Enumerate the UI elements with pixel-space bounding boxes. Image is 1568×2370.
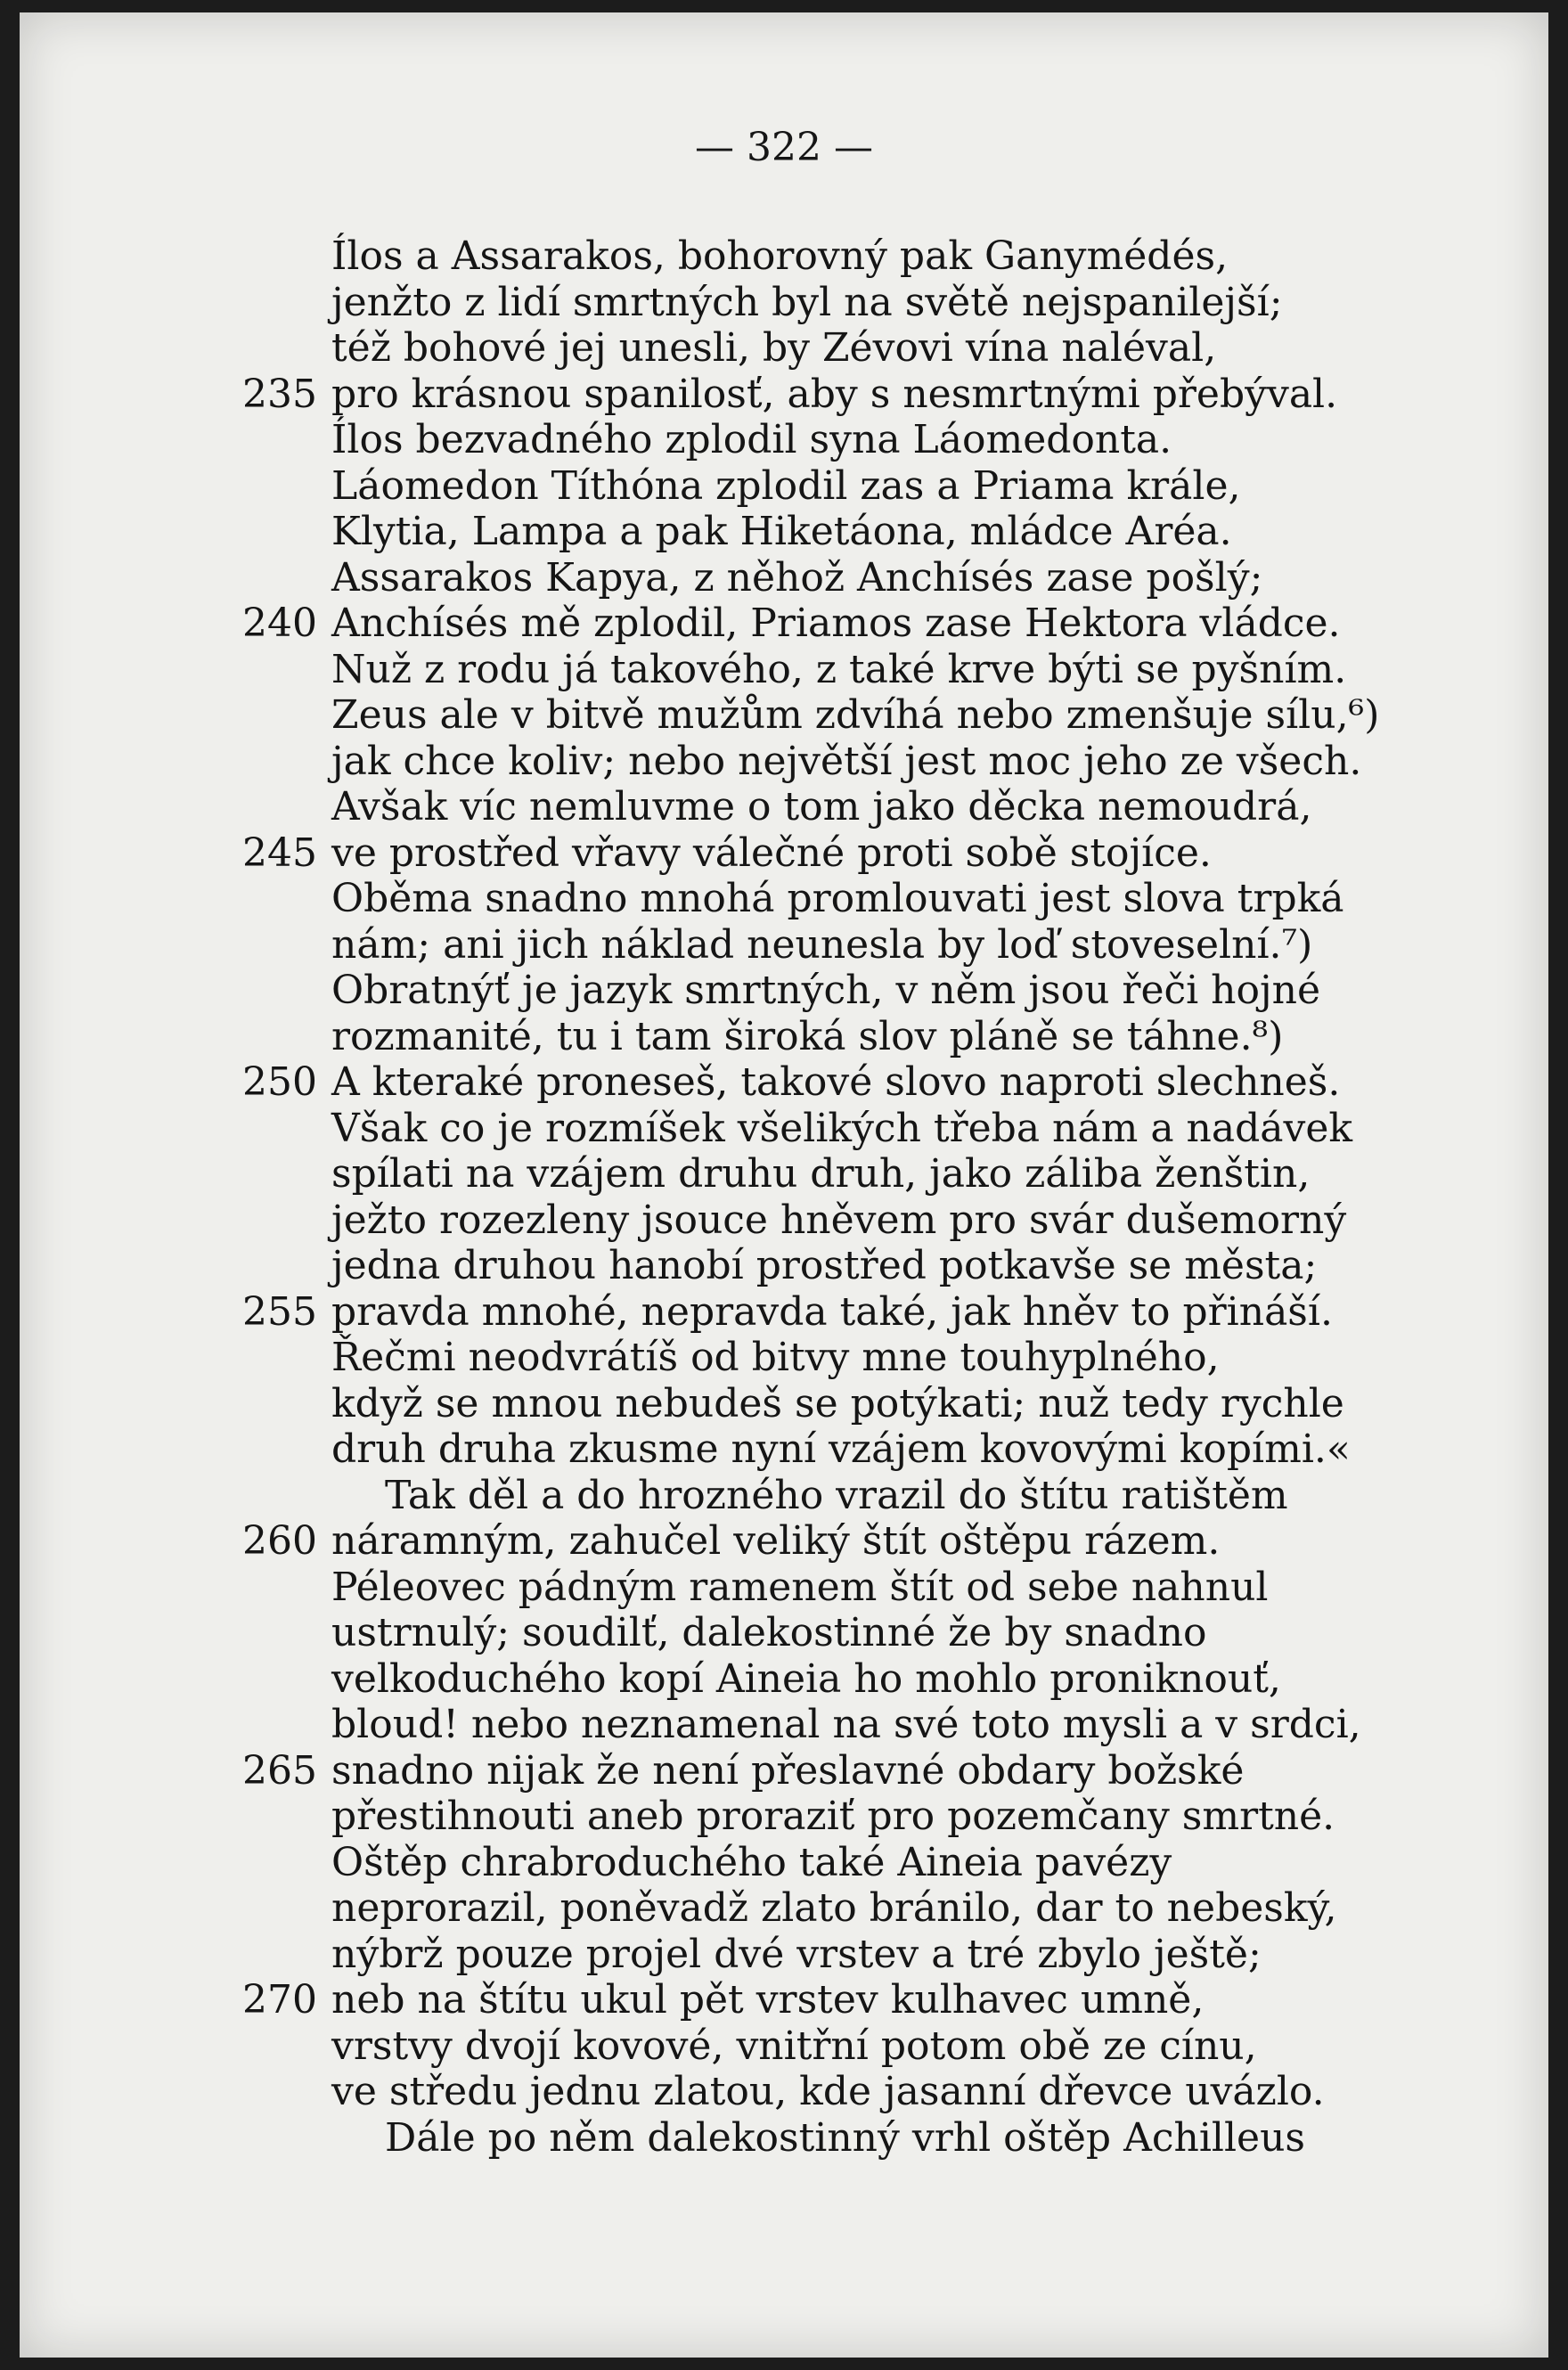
line-text: Oběma snadno mnohá promlouvati jest slova trpká: [331, 876, 1344, 921]
verse-line: [0, 1565, 1568, 1611]
line-text: spílati na vzájem druhu druh, jako záliba ženštin,: [331, 1151, 1311, 1197]
verse-line: [0, 417, 1568, 463]
line-text: ve prostřed vřavy válečné proti sobě stojíce.: [331, 830, 1212, 876]
verse-line: [0, 1243, 1568, 1289]
verse-line: [0, 1748, 1568, 1794]
line-text: Tak děl a do hrozného vrazil do štítu ratištěm: [385, 1472, 1288, 1518]
verse-line: [0, 1840, 1568, 1886]
line-text: ve středu jednu zlatou, kde jasanní dřevce uvázlo.: [331, 2069, 1325, 2114]
line-number: 260: [242, 1518, 317, 1564]
verse-line: [0, 1518, 1568, 1565]
verse-line: [0, 1885, 1568, 1932]
verse-line: [0, 1059, 1568, 1106]
verse-line: [0, 2115, 1568, 2162]
line-text: Zeus ale v bitvě mužům zdvíhá nebo zmenšuje sílu,⁶): [331, 692, 1380, 738]
line-text: Láomedon Títhóna zplodil zas a Priama krále,: [331, 462, 1241, 509]
verse-line: [0, 968, 1568, 1014]
line-text: Péleovec pádným ramenem štít od sebe nahnul: [331, 1564, 1269, 1610]
verse-line: [0, 647, 1568, 693]
line-text: ježto rozezleny jsouce hněvem pro svár dušemorný: [331, 1197, 1347, 1243]
page-number: — 322 —: [695, 125, 873, 170]
line-number: 265: [242, 1747, 317, 1794]
line-text: A kteraké proneseš, takové slovo naproti slechneš.: [331, 1059, 1341, 1105]
verse-line: [0, 1702, 1568, 1748]
verse-line: [0, 280, 1568, 326]
line-text: pro krásnou spanilosť, aby s nesmrtnými přebýval.: [331, 371, 1338, 417]
line-text: Klytia, Lampa a pak Hiketáona, mládce Aréa.: [331, 509, 1232, 554]
verse-line: [0, 1381, 1568, 1427]
line-text: jak chce koliv; nebo největší jest moc jeho ze všech.: [331, 738, 1362, 784]
line-text: jenžto z lidí smrtných byl na světě nejspanilejší;: [331, 279, 1283, 325]
line-text: Anchísés mě zplodil, Priamos zase Hektora vládce.: [331, 601, 1341, 646]
line-text: nám; ani jich náklad neunesla by loď stoveselní.⁷): [331, 921, 1313, 968]
verse-line: [0, 1426, 1568, 1473]
verse-line: [0, 1014, 1568, 1060]
line-text: Obratnýť je jazyk smrtných, v něm jsou řeči hojné: [331, 968, 1321, 1013]
line-text: velkoduchého kopí Aineia ho mohlo proniknouť,: [331, 1655, 1281, 1702]
line-text: Řečmi neodvrátíš od bitvy mne touhyplného,: [331, 1335, 1220, 1380]
line-number: 240: [242, 601, 317, 646]
line-text: Assarakos Kapya, z něhož Anchísés zase pošlý;: [331, 554, 1263, 601]
verse-line: [0, 1335, 1568, 1381]
line-text: náramným, zahučel veliký štít oštěpu rázem.: [331, 1518, 1221, 1564]
verse-line: [0, 1197, 1568, 1244]
verse-line: [0, 2023, 1568, 2070]
verse-line: [0, 555, 1568, 601]
line-number: 235: [242, 371, 317, 417]
line-text: Ílos a Assarakos, bohorovný pak Ganymédés,: [331, 233, 1229, 279]
verse-line: [0, 601, 1568, 647]
verse-line: [0, 372, 1568, 418]
line-text: vrstvy dvojí kovové, vnitřní potom obě ze cínu,: [331, 2023, 1257, 2069]
verse-line: [0, 463, 1568, 510]
line-text: když se mnou nebudeš se potýkati; nuž tedy rychle: [331, 1380, 1344, 1426]
line-number: 270: [242, 1977, 317, 2023]
line-text: nýbrž pouze projel dvé vrstev a tré zbylo ještě;: [331, 1931, 1262, 1977]
verse-line: [0, 1656, 1568, 1703]
line-text: druh druha zkusme nyní vzájem kovovými kopími.«: [331, 1426, 1351, 1472]
verse-line: [0, 325, 1568, 372]
line-text: Ílos bezvadného zplodil syna Láomedonta.: [331, 417, 1172, 462]
verse-line: [0, 2069, 1568, 2115]
line-text: Oštěp chrabroduchého také Aineia pavézy: [331, 1839, 1172, 1885]
verse-line: [0, 1794, 1568, 1840]
verse-line: [0, 830, 1568, 877]
line-number: 255: [242, 1288, 317, 1335]
line-text: neb na štítu ukul pět vrstev kulhavec umně,: [331, 1977, 1205, 2023]
verse-line: [0, 922, 1568, 968]
verse-line: [0, 1977, 1568, 2023]
line-text: Však co je rozmíšek všelikých třeba nám a nadávek: [331, 1105, 1353, 1151]
line-number: 245: [242, 830, 317, 876]
line-text: též bohové jej unesli, by Zévovi vína naléval,: [331, 325, 1217, 371]
verse-line: [0, 876, 1568, 922]
line-text: snadno nijak že není přeslavné obdary božské: [331, 1747, 1245, 1794]
line-text: Avšak víc nemluvme o tom jako děcka nemoudrá,: [331, 784, 1312, 830]
line-text: jedna druhou hanobí prostřed potkavše se města;: [331, 1243, 1318, 1288]
verse-line: [0, 784, 1568, 830]
line-text: neprorazil, poněvadž zlato bránilo, dar to nebeský,: [331, 1885, 1337, 1931]
verse-line: [0, 1473, 1568, 1519]
line-text: rozmanité, tu i tam široká slov pláně se táhne.⁸): [331, 1013, 1284, 1059]
verse-line: [0, 1610, 1568, 1656]
verse-line: [0, 1932, 1568, 1978]
line-text: přestihnouti aneb proraziť pro pozemčany smrtné.: [331, 1794, 1335, 1839]
line-text: bloud! nebo neznamenal na své toto mysli a v srdci,: [331, 1702, 1361, 1747]
verse-line: [0, 1289, 1568, 1336]
line-text: ustrnulý; soudilť, dalekostinné že by snadno: [331, 1610, 1207, 1655]
line-text: Nuž z rodu já takového, z také krve býti se pyšním.: [331, 646, 1347, 692]
verse-line: [0, 692, 1568, 739]
line-text: pravda mnohé, nepravda také, jak hněv to přináší.: [331, 1288, 1333, 1335]
line-number: 250: [242, 1059, 317, 1105]
verse-text: [0, 233, 1568, 2161]
verse-line: [0, 739, 1568, 785]
line-text: Dále po něm dalekostinný vrhl oštěp Achilleus: [385, 2114, 1306, 2161]
verse-line: [0, 233, 1568, 280]
verse-line: [0, 1151, 1568, 1197]
verse-line: [0, 1106, 1568, 1152]
verse-line: [0, 509, 1568, 555]
